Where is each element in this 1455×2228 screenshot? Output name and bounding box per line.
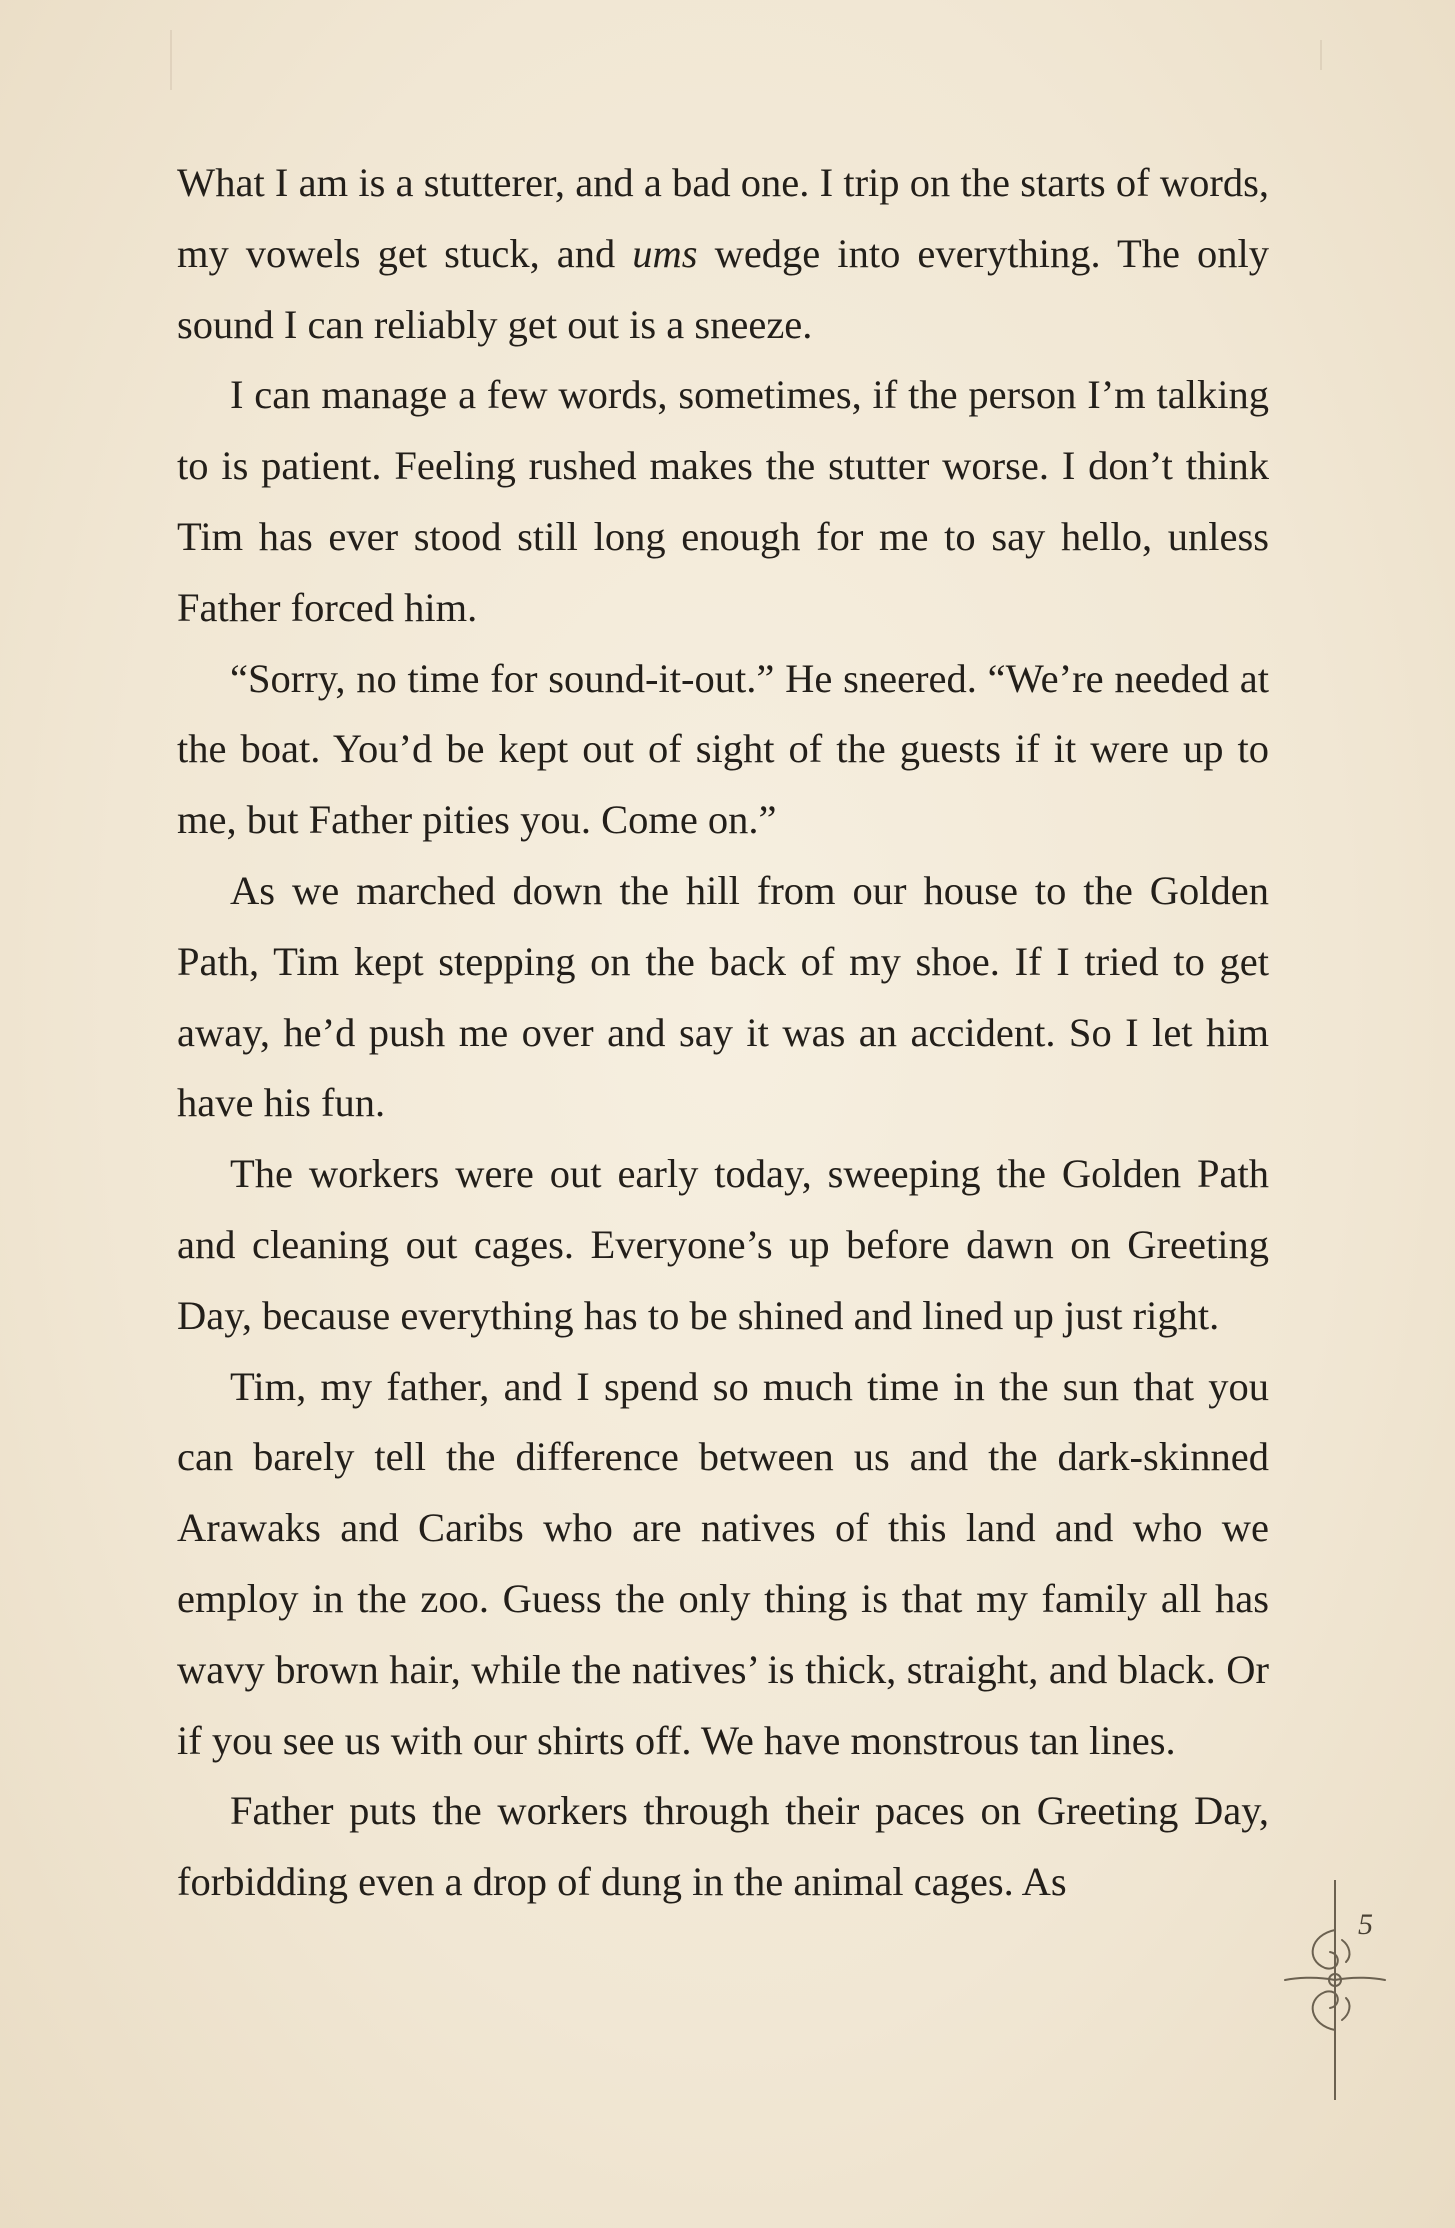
paragraph-text: wedge into everything. The only sound I can reliably get out is a sneeze. — [177, 230, 1269, 347]
body-text — [177, 148, 1269, 1918]
emphasis-text: ums — [632, 230, 698, 276]
paragraph: The workers were out early today, sweeping the Golden Path and cleaning out cages. Everyone’s up before dawn on Greeting Day, because everything has to be shined and lined up just right. — [177, 1151, 1269, 1338]
page-number: 5 — [1358, 1908, 1373, 1941]
scan-smudge — [170, 30, 172, 90]
paragraph-text: What I am is a stutterer, and a bad one. I trip on the starts of words, my vowels get stuck, and — [177, 160, 1269, 276]
paragraph — [177, 148, 1269, 360]
paragraph: “Sorry, no time for sound-it-out.” He sneered. “We’re needed at the boat. You’d be kept out of sight of the guests if it were up to me, but Father pities you. Come on.” — [177, 655, 1269, 843]
paragraph: I can manage a few words, sometimes, if the person I’m talking to is patient. Feeling rushed makes the stutter worse. I don’t think Tim has ever stood still long enough for me to say hello, unless Father forced him. — [177, 372, 1269, 630]
paragraph: Tim, my father, and I spend so much time in the sun that you can barely tell the difference between us and the dark-skinned Arawaks and Caribs who are natives of this land and who we employ in the zoo. Guess the only thing is that my family all has wavy brown hair, while the natives’ is thick, straight, and black. Or if you see us with our shirts off. We have monstrous tan lines. — [177, 1363, 1269, 1763]
floral-flourish-icon — [1280, 1880, 1390, 2100]
paragraph: Father puts the workers through their paces on Greeting Day, forbidding even a drop of dung in the animal cages. As — [177, 1788, 1269, 1905]
paragraph: As we marched down the hill from our house to the Golden Path, Tim kept stepping on the back of my shoe. If I tried to get away, he’d push me over and say it was an accident. So I let him have his fun. — [177, 867, 1269, 1126]
scan-smudge — [1320, 40, 1322, 70]
